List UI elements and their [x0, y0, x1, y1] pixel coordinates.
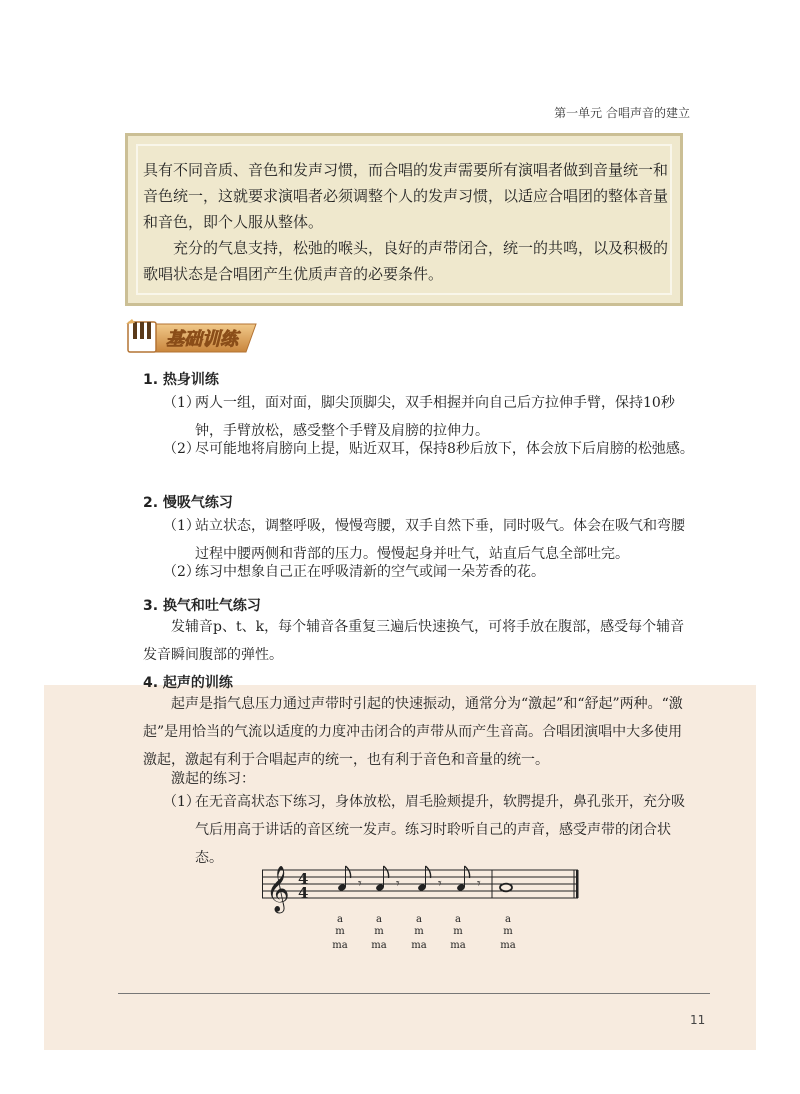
section-title-1: 1. 热身训练	[143, 372, 219, 388]
section-banner	[124, 318, 258, 356]
section-3-text: 发辅音p、t、k，每个辅音各重复三遍后快速换气，可将手放在腹部，感受每个辅音发音瞬间腹部的弹性。	[143, 619, 685, 663]
running-header: 第一单元 合唱声音的建立	[554, 106, 690, 120]
item-number: （2）	[163, 441, 200, 457]
section-title-4: 4. 起声的训练	[143, 675, 233, 691]
lyric: m	[414, 926, 424, 937]
piano-keys-icon	[126, 319, 156, 352]
item-number: （1）	[163, 395, 200, 411]
lyric: a	[337, 914, 343, 925]
lyric: ma	[500, 940, 516, 951]
lyric: ma	[371, 940, 387, 951]
section-title-3: 3. 换气和吐气练习	[143, 598, 261, 614]
item-number: （2）	[163, 564, 200, 580]
eighth-rest-icon: 𝄾	[358, 876, 362, 892]
lyric: ma	[411, 940, 427, 951]
lyric: ma	[450, 940, 466, 951]
lyric: m	[335, 926, 345, 937]
treble-clef-icon: 𝄞	[266, 866, 290, 912]
section-4-text: 起声是指气息压力通过声带时引起的快速振动，通常分为“激起”和“舒起”两种。“激起”是用恰当的气流以适度的力度冲击闭合的声带从而产生音高。合唱团演唱中大多使用激起，激起有利于合唱起声的统一，也有利于音色和音量的统一。	[143, 696, 683, 768]
time-signature-top: 4	[298, 870, 309, 888]
lyric: ma	[332, 940, 348, 951]
lyric: m	[374, 926, 384, 937]
banner-title: 基础训练	[166, 329, 238, 350]
music-score	[262, 858, 580, 958]
exercise-subtitle: 激起的练习：	[171, 771, 255, 787]
time-signature-bottom: 4	[298, 884, 309, 902]
intro-paragraph-1: 具有不同音质、音色和发声习惯，而合唱的发声需要所有演唱者做到音量统一和音色统一，这就要求演唱者必须调整个人的发声习惯，以适应合唱团的整体音量和音色，即个人服从整体。	[143, 161, 669, 231]
whole-note-icon	[500, 884, 512, 892]
section-title-2: 2. 慢吸气练习	[143, 495, 233, 511]
page-number: 11	[690, 1013, 706, 1027]
intro-paragraph-2: 充分的气息支持，松弛的喉头，良好的声带闭合，统一的共鸣，以及积极的歌唱状态是合唱团产生优质声音的必要条件。	[143, 239, 669, 283]
lyric: a	[416, 914, 422, 925]
intro-text	[143, 157, 673, 287]
footer-rule	[118, 993, 710, 994]
banner-graphic	[124, 318, 258, 356]
eighth-rest-icon: 𝄾	[438, 876, 442, 892]
lyric: a	[455, 914, 461, 925]
lyric: m	[453, 926, 463, 937]
lyric: m	[503, 926, 513, 937]
item-text: 两人一组，面对面，脚尖顶脚尖，双手相握并向自己后方拉伸手臂，保持10秒钟，手臂放松，感受整个手臂及肩膀的拉伸力。	[195, 395, 675, 439]
lyric: a	[505, 914, 511, 925]
eighth-rest-icon: 𝄾	[477, 876, 481, 892]
item-text: 练习中想象自己正在呼吸清新的空气或闻一朵芳香的花。	[195, 564, 545, 580]
item-text: 尽可能地将肩膀向上提，贴近双耳，保持8秒后放下，体会放下后肩膀的松弛感。	[195, 441, 694, 457]
staff-graphic	[262, 858, 580, 958]
item-number: （1）	[163, 794, 200, 810]
lyric: a	[376, 914, 382, 925]
item-number: （1）	[163, 518, 200, 534]
item-text: 在无音高状态下练习，身体放松，眉毛脸颊提升，软腭提升，鼻孔张开，充分吸气后用高于讲话的音区统一发声。练习时聆听自己的声音，感受声带的闭合状态。	[195, 794, 685, 866]
item-text: 站立状态，调整呼吸，慢慢弯腰，双手自然下垂，同时吸气。体会在吸气和弯腰过程中腰两侧和背部的压力。慢慢起身并吐气，站直后气息全部吐完。	[195, 518, 685, 562]
eighth-rest-icon: 𝄾	[396, 876, 400, 892]
